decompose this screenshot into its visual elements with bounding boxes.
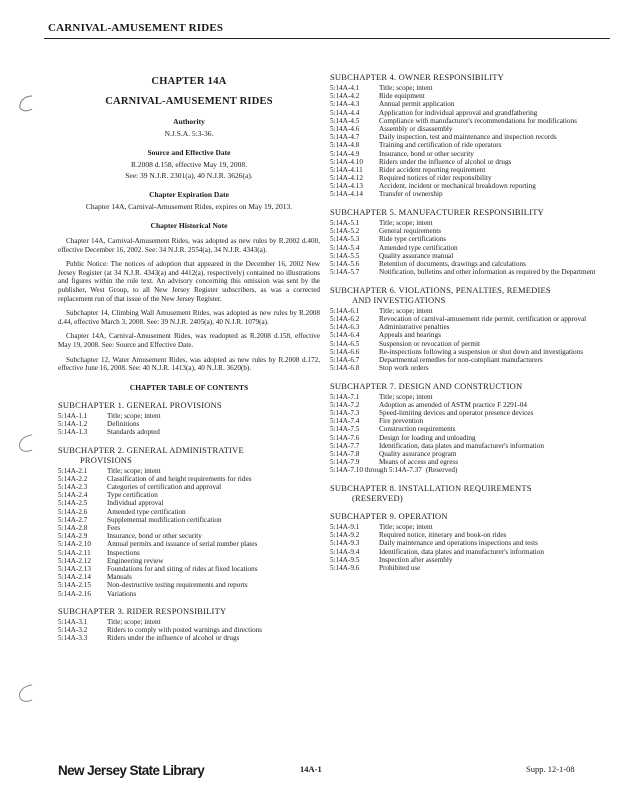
toc-row xyxy=(58,500,320,508)
subchapter-heading xyxy=(330,72,602,82)
section-title: Title; scope; intent xyxy=(379,84,433,92)
toc-row xyxy=(58,541,320,549)
section-number: 5:14A-2.3 xyxy=(58,483,88,492)
toc-row xyxy=(330,549,602,557)
toc-row xyxy=(330,332,602,340)
section-title: Transfer of ownership xyxy=(379,190,443,199)
section-number: 5:14A-6.2 xyxy=(330,314,360,323)
section-title: Suspension or revocation of permit xyxy=(379,339,481,348)
punch-hole-mark xyxy=(14,682,36,704)
section-title: Departmental remedies for non-compliant manufacturers xyxy=(379,355,543,364)
toc-row xyxy=(58,421,320,429)
subchapter-heading xyxy=(58,400,320,410)
subchapter-title-cont: AND INVESTIGATIONS xyxy=(352,294,446,305)
toc-row xyxy=(58,484,320,492)
right-toc xyxy=(330,72,602,572)
section-number: 5:14A-4.5 xyxy=(330,116,360,125)
toc-row xyxy=(330,341,602,349)
toc-row xyxy=(330,410,602,418)
section-number: 5:14A-7.10 through 5:14A-7.37 xyxy=(330,466,422,475)
library-stamp: New Jersey State Library xyxy=(58,763,205,778)
section-title: Revocation of carnival-amusement ride permit, certification or approval xyxy=(379,314,587,323)
section-title: Rider accident reporting requirement xyxy=(379,165,486,174)
subchapter-title: SUBCHAPTER 1. GENERAL PROVISIONS xyxy=(58,399,222,410)
section-number: 5:14A-5.3 xyxy=(330,235,360,244)
section-title: Riders under the influence of alcohol or drugs xyxy=(107,634,240,643)
section-number: 5:14A-7.1 xyxy=(330,392,360,401)
section-number: 5:14A-2.9 xyxy=(58,532,88,541)
toc-row xyxy=(58,413,320,421)
section-title: Insurance, bond or other security xyxy=(107,532,202,541)
toc-row xyxy=(58,550,320,558)
toc-row xyxy=(330,220,602,228)
section-number: 5:14A-2.4 xyxy=(58,491,88,500)
section-number: 5:14A-5.6 xyxy=(330,259,360,268)
section-number: 5:14A-6.7 xyxy=(330,355,360,364)
section-title: Categories of certification and approval xyxy=(107,483,222,492)
authority-heading: Authority xyxy=(173,117,205,126)
section-number: 5:14A-3.3 xyxy=(58,634,88,643)
toc-row xyxy=(330,85,602,93)
toc-row xyxy=(58,566,320,574)
section-title: Foundations for and siting of rides at fixed locations xyxy=(107,564,258,573)
section-title: Speed-limiting devices and operator presence devices xyxy=(379,409,534,418)
toc-row xyxy=(330,151,602,159)
section-number: 5:14A-5.7 xyxy=(330,268,360,277)
section-title: Riders to comply with posted warnings and directions xyxy=(107,626,263,635)
section-number: 5:14A-2.12 xyxy=(58,556,91,565)
subchapter-heading xyxy=(330,381,602,391)
subchapter-heading xyxy=(330,285,602,305)
section-number: 5:14A-4.13 xyxy=(330,182,363,191)
section-number: 5:14A-9.5 xyxy=(330,555,360,564)
section-number: 5:14A-4.3 xyxy=(330,100,360,109)
section-number: 5:14A-7.3 xyxy=(330,409,360,418)
toc-row xyxy=(330,418,602,426)
section-title: General requirements xyxy=(379,227,442,236)
punch-hole-mark xyxy=(14,92,36,114)
section-number: 5:14A-3.1 xyxy=(58,618,88,627)
toc-row xyxy=(330,443,602,451)
history-paragraph: Chapter 14A, Carnival-Amusement Rides, was adopted as new rules by R.2002 d.400, effective December 16, 2002. See: 34 N.J.R. 2554(a), 34 N.J.R. 4343(a). xyxy=(58,237,320,254)
toc-row xyxy=(330,540,602,548)
toc-row xyxy=(58,635,320,643)
running-header: CARNIVAL-AMUSEMENT RIDES xyxy=(48,22,224,34)
section-title: Engineering review xyxy=(107,556,164,565)
section-number: 5:14A-7.8 xyxy=(330,449,360,458)
section-number: 5:14A-2.1 xyxy=(58,466,88,475)
section-number: 5:14A-9.2 xyxy=(330,531,360,540)
section-number: 5:14A-2.16 xyxy=(58,589,91,598)
section-number: 5:14A-4.10 xyxy=(330,157,363,166)
section-title: Identification, data plates and manufacturer's information xyxy=(379,441,544,450)
section-number: 5:14A-2.13 xyxy=(58,564,91,573)
section-number: 5:14A-3.2 xyxy=(58,626,88,635)
expiration-text: Chapter 14A, Carnival-Amusement Rides, expires on May 19, 2013. xyxy=(85,202,293,211)
section-title: Assembly or disassembly xyxy=(379,124,453,133)
toc-row xyxy=(330,228,602,236)
subchapter-title: SUBCHAPTER 5. MANUFACTURER RESPONSIBILITY xyxy=(330,207,544,218)
section-title: Classification of and height requirements for rides xyxy=(107,474,252,483)
toc-row xyxy=(330,118,602,126)
section-number: 5:14A-6.4 xyxy=(330,331,360,340)
section-number: 5:14A-1.1 xyxy=(58,411,88,420)
section-number: 5:14A-9.6 xyxy=(330,563,360,572)
section-number: 5:14A-5.1 xyxy=(330,219,360,228)
section-title: Design for loading and unloading xyxy=(379,433,476,442)
section-number: 5:14A-6.6 xyxy=(330,347,360,356)
section-number: 5:14A-4.14 xyxy=(330,190,363,199)
section-title: Annual permits and issuance of serial number plates xyxy=(107,540,258,549)
section-number: 5:14A-1.3 xyxy=(58,428,88,437)
toc-row xyxy=(330,426,602,434)
section-number: 5:14A-4.8 xyxy=(330,141,360,150)
section-number: 5:14A-2.2 xyxy=(58,474,88,483)
chapter-number: CHAPTER 14A xyxy=(151,76,227,87)
toc-row xyxy=(330,467,602,475)
toc-row xyxy=(330,183,602,191)
section-number: 5:14A-7.9 xyxy=(330,458,360,467)
section-number: 5:14A-4.2 xyxy=(330,92,360,101)
section-title: Daily inspection, test and maintenance and inspection records xyxy=(379,133,557,142)
subchapter-title-cont: (RESERVED) xyxy=(352,492,403,503)
section-number: 5:14A-7.2 xyxy=(330,400,360,409)
page-number: 14A-1 xyxy=(300,764,322,774)
toc-row xyxy=(58,582,320,590)
history-paragraph: Subchapter 12, Water Amusement Rides, was adopted as new rules by R.2008 d.172, effective June 16, 2008. See: 40 N.J.R. 1413(a), 40 N.J.R. 3620(b). xyxy=(58,355,320,373)
source-line: See: 39 N.J.R. 2301(a), 40 N.J.R. 3626(a). xyxy=(125,171,253,180)
subchapter-title: SUBCHAPTER 6. VIOLATIONS, PENALTIES, REMEDIES xyxy=(330,284,551,295)
section-number: 5:14A-7.4 xyxy=(330,417,360,426)
left-column xyxy=(58,76,320,644)
toc-row xyxy=(330,191,602,199)
section-title: Appeals and hearings xyxy=(379,331,441,340)
section-title: Fees xyxy=(107,524,121,532)
toc-row xyxy=(330,269,602,277)
section-title: Title; scope; intent xyxy=(107,618,161,627)
section-title: Accident, incident or mechanical breakdown reporting xyxy=(379,182,536,191)
toc-row xyxy=(58,591,320,599)
toc-row xyxy=(330,557,602,565)
section-number: 5:14A-7.7 xyxy=(330,441,360,450)
toc-row xyxy=(330,101,602,109)
section-number: 5:14A-9.3 xyxy=(330,539,360,548)
section-title: Annual permit application xyxy=(379,100,455,109)
punch-hole-mark xyxy=(14,432,36,454)
section-title: Compliance with manufacturer's recommendations for modifications xyxy=(379,116,577,125)
section-title: Construction requirements xyxy=(379,425,456,434)
section-title: Insurance, bond or other security xyxy=(379,149,474,158)
section-title: Individual approval xyxy=(107,499,164,508)
section-title: Application for individual approval and grandfathering xyxy=(379,108,538,117)
section-number: 5:14A-6.3 xyxy=(330,323,360,332)
source-line: R.2008 d.158, effective May 19, 2008. xyxy=(130,160,248,169)
subchapter-title: SUBCHAPTER 7. DESIGN AND CONSTRUCTION xyxy=(330,380,523,391)
section-number: 5:14A-5.2 xyxy=(330,227,360,236)
section-number: 5:14A-5.4 xyxy=(330,243,360,252)
section-number: 5:14A-4.7 xyxy=(330,133,360,142)
subchapter-heading xyxy=(330,483,602,503)
section-title: Non-destructive testing requirements and reports xyxy=(107,581,248,590)
subchapter-heading xyxy=(58,445,320,465)
toc-row xyxy=(330,236,602,244)
section-number: 5:14A-4.4 xyxy=(330,108,360,117)
section-number: 5:14A-2.7 xyxy=(58,515,88,524)
toc-row xyxy=(330,93,602,101)
section-number: 5:14A-9.4 xyxy=(330,547,360,556)
section-title: Ride equipment xyxy=(379,92,425,101)
section-title: Manuals xyxy=(107,573,132,582)
section-title: Means of access and egress xyxy=(379,458,459,467)
toc-row xyxy=(330,365,602,373)
subchapter-title: SUBCHAPTER 4. OWNER RESPONSIBILITY xyxy=(330,72,504,82)
section-title: Adoption as amended of ASTM practice F 2291-04 xyxy=(379,400,527,409)
subchapter-title: SUBCHAPTER 8. INSTALLATION REQUIREMENTS xyxy=(330,482,532,493)
section-title: Notification, bulletins and other information as required by the Department xyxy=(379,268,596,277)
toc-row xyxy=(58,517,320,525)
left-toc xyxy=(58,400,320,643)
section-number: 5:14A-1.2 xyxy=(58,419,88,428)
subchapter-heading xyxy=(330,207,602,217)
right-column xyxy=(330,72,602,573)
section-number: 5:14A-2.8 xyxy=(58,524,88,532)
section-title: Type certification xyxy=(107,491,158,500)
section-title: Definitions xyxy=(107,419,140,428)
history-heading: Chapter Historical Note xyxy=(150,221,228,230)
section-title: Title; scope; intent xyxy=(107,411,161,420)
chapter-title: CARNIVAL-AMUSEMENT RIDES xyxy=(105,96,273,107)
section-number: 5:14A-2.5 xyxy=(58,499,88,508)
subchapter-title: SUBCHAPTER 3. RIDER RESPONSIBILITY xyxy=(58,606,227,617)
section-title: Prohibited use xyxy=(379,563,421,572)
section-title: Required notice, itinerary and book-on rides xyxy=(379,531,507,540)
section-title: Fire prevention xyxy=(379,417,424,426)
section-number: 5:14A-7.5 xyxy=(330,425,360,434)
section-title: Amended type certification xyxy=(107,507,186,516)
subchapter-title: SUBCHAPTER 9. OPERATION xyxy=(330,510,448,521)
subchapter-title-cont: PROVISIONS xyxy=(80,454,133,465)
history-paragraph: Public Notice: The notices of adoption that appeared in the December 16, 2002 New Jersey Register (at 34 N.J.R. 4343(a) and 4412(a), respectively) contained no illustrations and figures within the rule text. An advisory concerning this omission was sent by the publisher, West Group, to all New Jersey Register subscribers, as was a corrected replacement run of that issue of the New Jersey Register. xyxy=(58,260,320,303)
section-number: 5:14A-2.6 xyxy=(58,507,88,516)
toc-row xyxy=(58,492,320,500)
section-number: 5:14A-6.1 xyxy=(330,306,360,315)
toc-row xyxy=(330,245,602,253)
section-title: Administrative penalties xyxy=(379,323,450,332)
section-number: 5:14A-6.8 xyxy=(330,364,360,373)
history-paragraph: Subchapter 14, Climbing Wall Amusement Rides, was adopted as new rules by R.2008 d.44, effective March 3, 2008. See: 39 N.J.R. 2405(a), 40 N.J.R. 1079(a). xyxy=(58,309,320,326)
section-title: Title; scope; intent xyxy=(379,306,433,315)
section-title: (Reserved) xyxy=(425,466,458,475)
section-title: Variations xyxy=(107,589,137,598)
section-title: Supplemental modification certification xyxy=(107,515,222,524)
toc-row xyxy=(330,316,602,324)
section-title: Inspection after assembly xyxy=(379,555,453,564)
section-number: 5:14A-7.6 xyxy=(330,433,360,442)
section-title: Quality assurance manual xyxy=(379,251,454,260)
section-number: 5:14A-4.1 xyxy=(330,84,360,92)
toc-row xyxy=(330,565,602,573)
section-number: 5:14A-9.1 xyxy=(330,522,360,531)
section-number: 5:14A-2.14 xyxy=(58,573,91,582)
subchapter-heading xyxy=(58,606,320,616)
section-number: 5:14A-6.5 xyxy=(330,339,360,348)
section-title: Identification, data plates and manufacturer's information xyxy=(379,547,544,556)
section-title: Stop work orders xyxy=(379,364,429,373)
section-title: Required notices of rider responsibility xyxy=(379,174,492,183)
expiration-heading: Chapter Expiration Date xyxy=(149,190,229,199)
supplement-date: Supp. 12-1-08 xyxy=(526,764,575,774)
section-title: Training and certification of ride operators xyxy=(379,141,502,150)
section-title: Retention of documents, drawings and calculations xyxy=(379,259,526,268)
section-title: Title; scope; intent xyxy=(379,522,433,531)
header-rule xyxy=(44,38,610,39)
section-title: Title; scope; intent xyxy=(379,219,433,228)
source-heading: Source and Effective Date xyxy=(147,148,231,157)
section-title: Inspections xyxy=(107,548,140,557)
toc-row xyxy=(330,451,602,459)
toc-row xyxy=(330,142,602,150)
section-title: Daily maintenance and operations inspections and tests xyxy=(379,539,538,548)
section-title: Quality assurance program xyxy=(379,449,457,458)
toc-row xyxy=(330,357,602,365)
section-title: Re-inspections following a suspension or shut down and investigations xyxy=(379,347,584,356)
section-title: Riders under the influence of alcohol or drugs xyxy=(379,157,512,166)
history-paragraph: Chapter 14A, Carnival-Amusement Rides, was readopted as R.2008 d.158, effective May 19, 2008. See: Source and Effective Date. xyxy=(58,332,320,349)
section-number: 5:14A-4.11 xyxy=(330,165,363,174)
subchapter-title: SUBCHAPTER 2. GENERAL ADMINISTRATIVE xyxy=(58,444,244,455)
section-number: 5:14A-5.5 xyxy=(330,251,360,260)
section-number: 5:14A-4.6 xyxy=(330,124,360,133)
section-number: 5:14A-2.11 xyxy=(58,548,91,557)
authority-text: N.J.S.A. 5:3-36. xyxy=(164,129,214,138)
section-number: 5:14A-2.15 xyxy=(58,581,91,590)
section-title: Title; scope; intent xyxy=(379,392,433,401)
section-number: 5:14A-4.9 xyxy=(330,149,360,158)
toc-row xyxy=(58,429,320,437)
section-title: Title; scope; intent xyxy=(107,466,161,475)
toc-row xyxy=(330,324,602,332)
section-title: Amended type certification xyxy=(379,243,458,252)
section-number: 5:14A-4.12 xyxy=(330,174,363,183)
section-title: Standards adopted xyxy=(107,428,160,437)
toc-heading: CHAPTER TABLE OF CONTENTS xyxy=(129,382,249,392)
subchapter-heading xyxy=(330,511,602,521)
section-number: 5:14A-2.10 xyxy=(58,540,91,549)
section-title: Ride type certifications xyxy=(379,235,447,244)
